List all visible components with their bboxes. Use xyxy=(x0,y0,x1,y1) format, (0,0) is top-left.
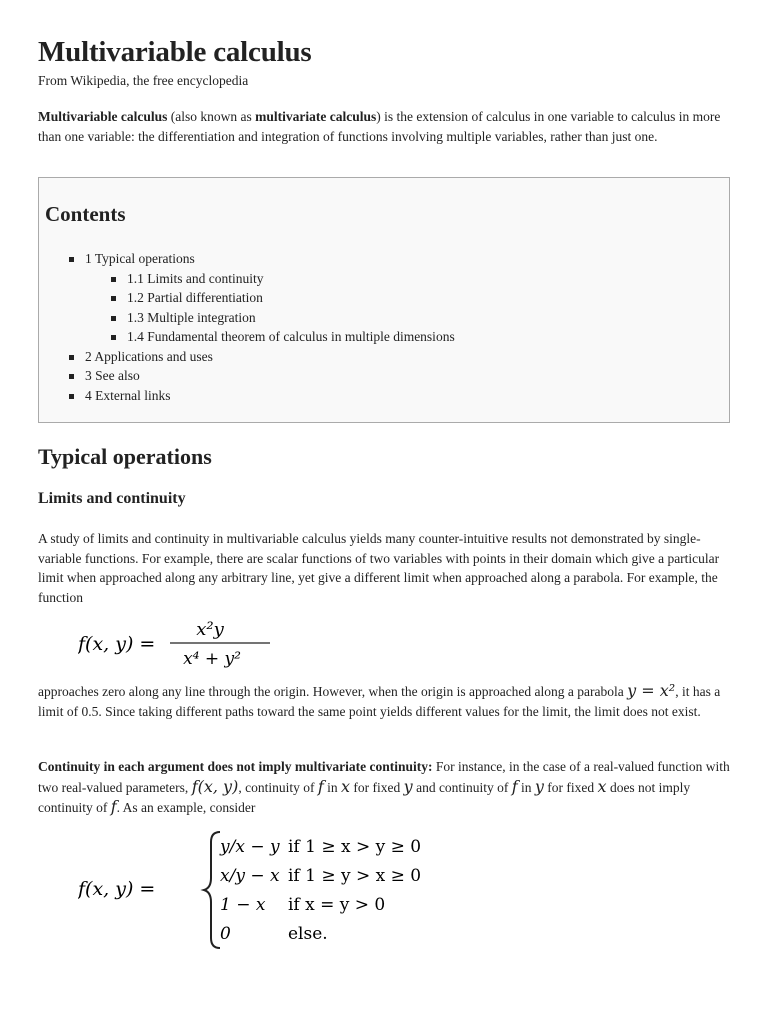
eq2-case-expression: x/y − x xyxy=(220,866,280,886)
eq2-case-condition: if x = y > 0 xyxy=(288,895,386,915)
math-parabola: y = x² xyxy=(627,681,676,700)
eq1-numerator: x²y xyxy=(196,619,224,640)
eq1-denominator: x⁴ + y² xyxy=(183,649,241,669)
eq1-lhs: f(x, y) = xyxy=(78,633,156,655)
intro-paragraph: Multivariable calculus (also known as multivariate calculus) is the extension of calculus in one variable to calculus in more than one variable: the differentiation and integration of functions involving multiple variables, rather than just one. xyxy=(38,109,721,144)
subsection-heading: Limits and continuity xyxy=(38,490,186,507)
toc-item[interactable]: 3 See also xyxy=(69,366,455,386)
limits-paragraph: A study of limits and continuity in multivariable calculus yields many counter-intuitive results not demonstrated by single-variable functions. For example, there are scalar functions of two variables with points in their domain which give a particular limit when approached along any arbitrary line, yet give a different limit when approached along a parabola. For example, the function xyxy=(38,531,720,605)
eq2-case-expression: 1 − x xyxy=(220,895,266,915)
eq2-lhs: f(x, y) = xyxy=(78,878,156,900)
toc-item[interactable]: 4 External links xyxy=(69,386,455,406)
eq2-cases xyxy=(219,837,421,944)
section-heading: Typical operations xyxy=(38,444,212,469)
eq2-case-expression: y/x − y xyxy=(220,837,280,857)
toc-item[interactable]: 1.4 Fundamental theorem of calculus in multiple dimensions xyxy=(111,327,455,347)
page-title: Multivariable calculus xyxy=(38,36,312,68)
toc-item[interactable]: 1.1 Limits and continuity xyxy=(111,269,455,289)
eq2-case-condition: if 1 ≥ y > x ≥ 0 xyxy=(288,866,422,886)
parabola-paragraph: approaches zero along any line through the origin. However, when the origin is approached along a parabola y = x², it has a limit of 0.5. Since taking different paths toward the same point yields different values for the limit, the limit does not exist. xyxy=(38,681,721,719)
eq2-case-condition: if 1 ≥ x > y ≥ 0 xyxy=(288,837,422,857)
eq2-left-brace xyxy=(204,832,220,948)
toc-item[interactable]: 1.3 Multiple integration xyxy=(111,308,455,328)
equation-piecewise-function xyxy=(78,826,478,956)
continuity-bold-lead: Continuity in each argument does not imply multivariate continuity: xyxy=(38,759,433,774)
intro-bold-term: Multivariable calculus xyxy=(38,109,168,124)
continuity-paragraph: Continuity in each argument does not imply multivariate continuity: For instance, in the case of a real-valued function with two real-valued parameters, f(x, y), continuity of f in x for fixed y and continuity of f in y for fixed x does not imply continuity of f. As an example, consider xyxy=(38,759,730,816)
toc-item[interactable]: 1 Typical operations xyxy=(69,249,455,269)
toc-item[interactable]: 1.2 Partial differentiation xyxy=(111,288,455,308)
tagline: From Wikipedia, the free encyclopedia xyxy=(38,73,249,88)
toc-list xyxy=(69,249,455,405)
toc-heading: Contents xyxy=(45,202,126,226)
intro-bold-alias: multivariate calculus xyxy=(255,109,377,124)
table-of-contents xyxy=(38,177,730,423)
equation-limit-function xyxy=(78,612,298,672)
toc-item[interactable]: 2 Applications and uses xyxy=(69,347,455,367)
eq2-case-condition: else. xyxy=(288,924,328,944)
eq2-case-expression: 0 xyxy=(220,924,231,944)
